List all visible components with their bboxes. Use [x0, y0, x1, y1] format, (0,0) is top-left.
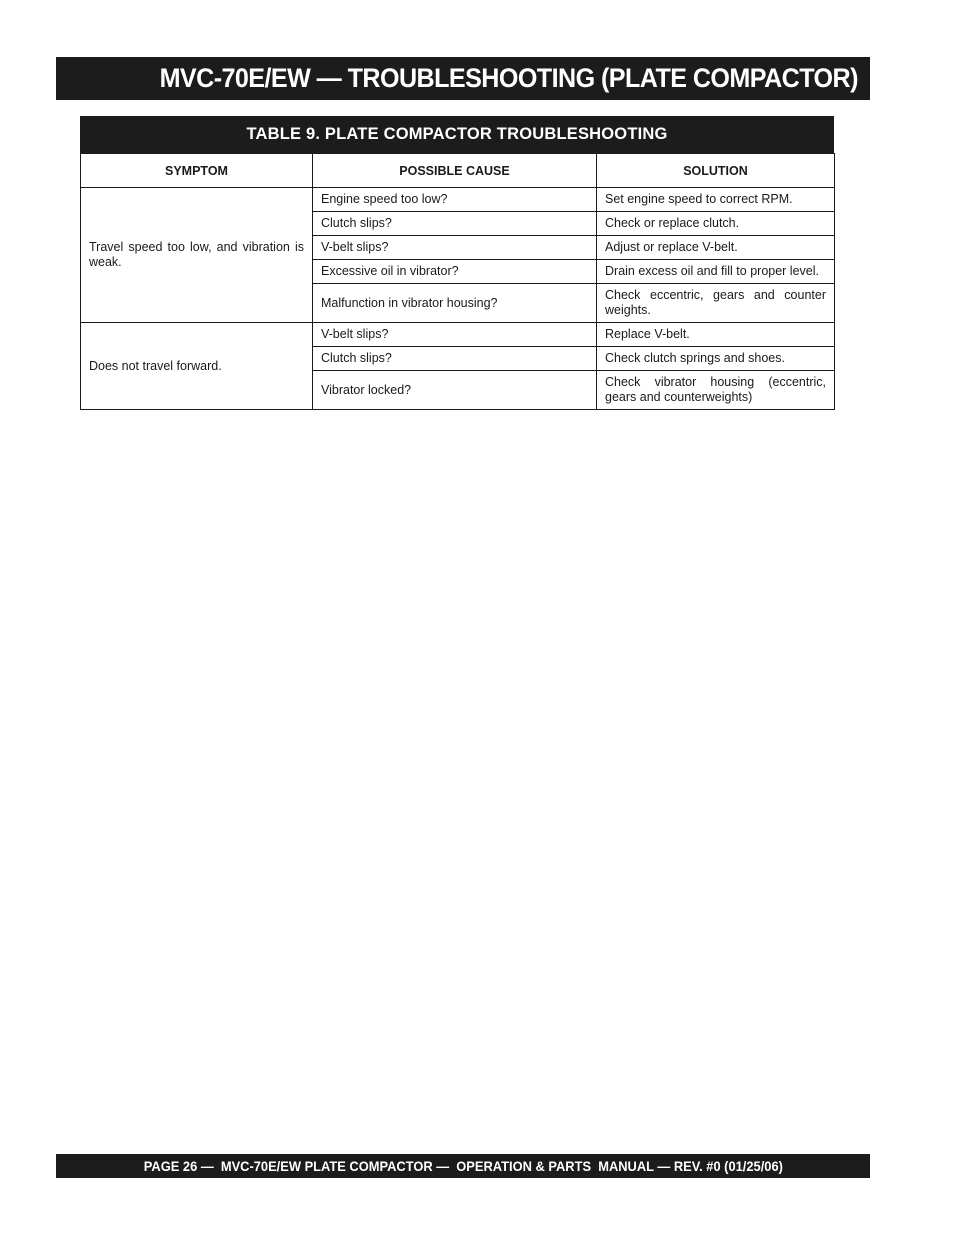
- solution-cell: Set engine speed to correct RPM.: [597, 188, 835, 212]
- cause-cell: Clutch slips?: [313, 347, 597, 371]
- solution-cell: Adjust or replace V-belt.: [597, 236, 835, 260]
- cause-cell: Vibrator locked?: [313, 371, 597, 410]
- cause-cell: V-belt slips?: [313, 323, 597, 347]
- solution-cell: Check eccentric, gears and counter weights.: [597, 284, 835, 323]
- column-header-possible-cause: POSSIBLE CAUSE: [313, 154, 597, 188]
- cause-cell: Malfunction in vibrator housing?: [313, 284, 597, 323]
- solution-cell: Check or replace clutch.: [597, 212, 835, 236]
- solution-cell: Drain excess oil and fill to proper level.: [597, 260, 835, 284]
- symptom-cell: Travel speed too low, and vibration is weak.: [81, 188, 313, 323]
- cause-cell: V-belt slips?: [313, 236, 597, 260]
- table-row: [81, 323, 835, 347]
- solution-cell: Check clutch springs and shoes.: [597, 347, 835, 371]
- symptom-cell: Does not travel forward.: [81, 323, 313, 410]
- cause-cell: Clutch slips?: [313, 212, 597, 236]
- troubleshooting-table: [80, 153, 835, 410]
- troubleshooting-table-container: [80, 116, 834, 410]
- table-header-row: [81, 154, 835, 188]
- page-title-bar: [56, 57, 870, 100]
- footer-text: PAGE 26 — MVC-70E/EW PLATE COMPACTOR — OPERATION & PARTS MANUAL — REV. #0 (01/25/06): [143, 1158, 783, 1174]
- page-footer: [56, 1154, 870, 1178]
- page-title: MVC-70E/EW — TROUBLESHOOTING (PLATE COMPACTOR): [159, 63, 858, 93]
- table-caption: TABLE 9. PLATE COMPACTOR TROUBLESHOOTING: [80, 116, 834, 153]
- column-header-symptom: SYMPTOM: [81, 154, 313, 188]
- solution-cell: Check vibrator housing (eccentric, gears and counterweights): [597, 371, 835, 410]
- column-header-solution: SOLUTION: [597, 154, 835, 188]
- solution-cell: Replace V-belt.: [597, 323, 835, 347]
- cause-cell: Excessive oil in vibrator?: [313, 260, 597, 284]
- cause-cell: Engine speed too low?: [313, 188, 597, 212]
- table-row: [81, 188, 835, 212]
